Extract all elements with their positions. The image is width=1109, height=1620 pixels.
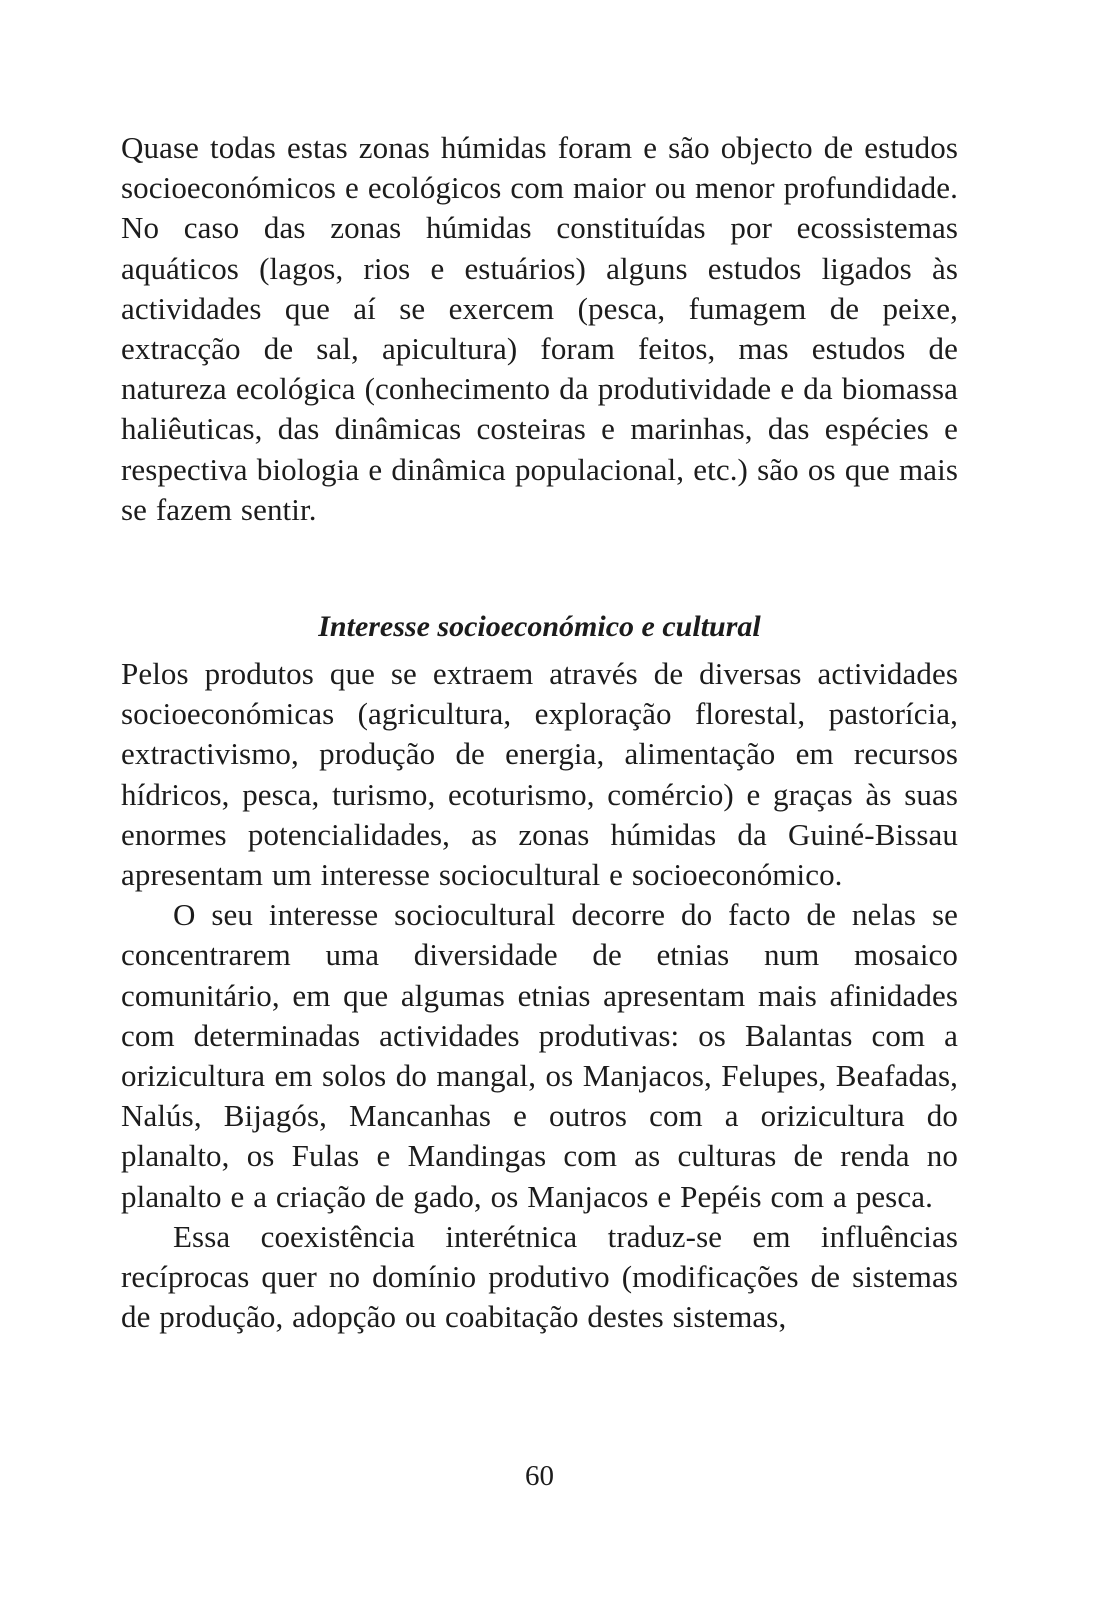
intro-paragraph: Quase todas estas zonas húmidas foram e são objecto de estudos socioeconómicos e ecológicos com maior ou menor profundidade. No caso das zonas húmidas constituídas por ecossistemas aquáticos (lagos, rios e estuários) alguns estudos ligados às actividades que aí se exercem (pesca, fumagem de peixe, extracção de sal, apicultura) foram feitos, mas estudos de natureza ecológica (conhecimento da produtividade e da biomassa haliêuticas, das dinâmicas costeiras e marinhas, das espécies e respectiva biologia e dinâmica populacional, etc.) são os que mais se fazem sentir. — [121, 130, 958, 527]
page-number: 60 — [525, 1460, 554, 1492]
paragraph-interethnic-coexistence: Essa coexistência interétnica traduz-se em influências recíprocas quer no domínio produtivo (modificações de sistemas de produção, adopção ou coabitação destes sistemas, — [121, 1218, 958, 1335]
intro-text-block — [121, 128, 958, 530]
paragraph-sociocultural-interest: O seu interesse sociocultural decorre do facto de nelas se concentrarem uma diversidade de etnias num mosaico comunitário, em que algumas etnias apresentam mais afinidades com determinadas actividades produtivas: os Balantas com a orizicultura em solos do mangal, os Manjacos, Felupes, Beafadas, Nalús, Bijagós, Mancanhas e outros com a orizicultura do planalto, os Fulas e Mandingas com as culturas de renda no planalto e a criação de gado, os Manjacos e Pepéis com a pesca. — [121, 897, 958, 1214]
section-heading: Interesse socioeconómico e cultural — [318, 610, 761, 643]
section-text-block — [121, 654, 958, 1337]
paragraph-socioeconomic-products: Pelos produtos que se extraem através de diversas actividades socioeconómicas (agricultura, exploração florestal, pastorícia, extractivismo, produção de energia, alimentação em recursos hídricos, pesca, turismo, ecoturismo, comércio) e graças às suas enormes potencialidades, as zonas húmidas da Guiné-Bissau apresentam um interesse sociocultural e socioeconómico. — [121, 656, 958, 893]
